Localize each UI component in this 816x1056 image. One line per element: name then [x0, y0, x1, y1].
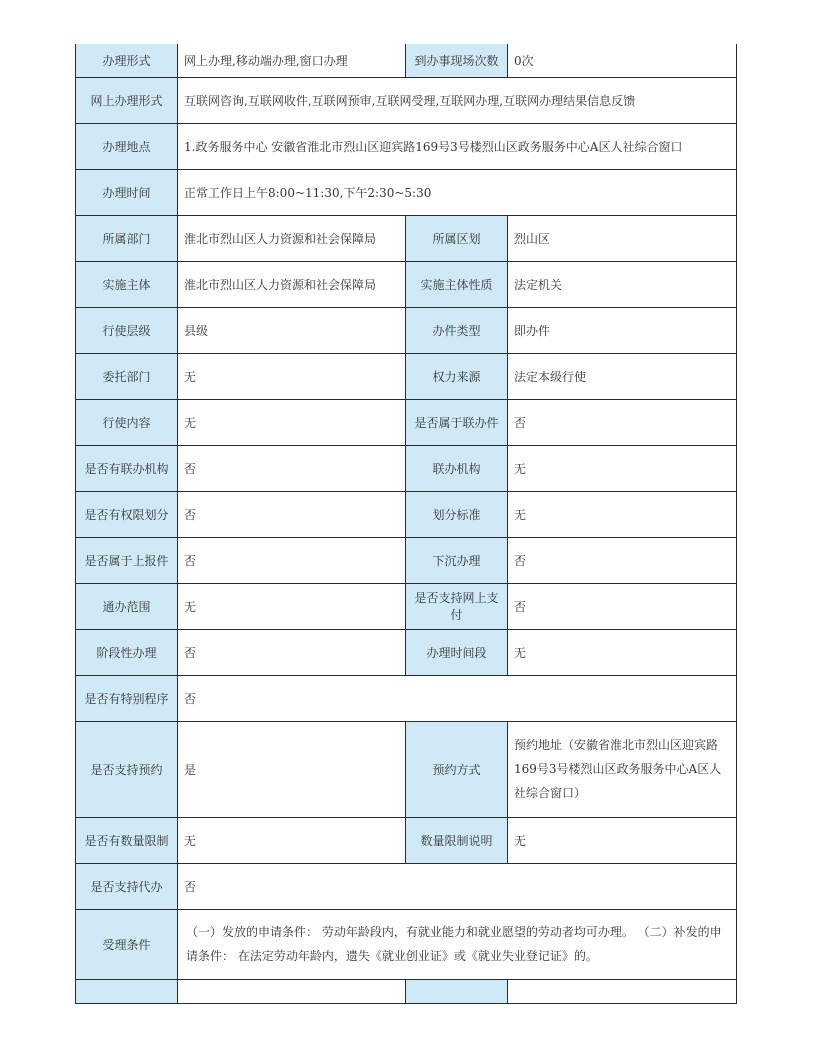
field-label-region: 所属区划: [406, 215, 508, 261]
field-label-entrusted-dept: 委托部门: [76, 353, 178, 399]
table-row: [76, 629, 737, 675]
field-value-exercise-content: 无: [178, 399, 406, 445]
field-label-has-joint-agency: 是否有联办机构: [76, 445, 178, 491]
field-label-delegated-handling: 下沉办理: [406, 537, 508, 583]
field-label-has-authority-division: 是否有权限划分: [76, 491, 178, 537]
field-value-online-payment: 否: [508, 583, 737, 629]
table-row: [76, 44, 737, 77]
field-value-implementer-nature: 法定机关: [508, 261, 737, 307]
table-row: [76, 537, 737, 583]
field-value-special-procedure: 否: [178, 675, 737, 721]
field-value-case-type: 即办件: [508, 307, 737, 353]
table-row: [76, 307, 737, 353]
field-label-cut-off: [76, 979, 178, 1003]
table-row: [76, 445, 737, 491]
field-value-handling-form: 网上办理,移动端办理,窗口办理: [178, 44, 406, 77]
table-row: [76, 491, 737, 537]
table-row: [76, 909, 737, 979]
table-row: [76, 215, 737, 261]
field-label-online-form: 网上办理形式: [76, 77, 178, 123]
table-row: [76, 675, 737, 721]
field-label-exercise-content: 行使内容: [76, 399, 178, 445]
service-info-table: [75, 44, 737, 1004]
field-value-has-joint-agency: 否: [178, 445, 406, 491]
field-label-joint-case: 是否属于联办件: [406, 399, 508, 445]
field-label-handling-form: 办理形式: [76, 44, 178, 77]
field-value-implementer: 淮北市烈山区人力资源和社会保障局: [178, 261, 406, 307]
field-value-service-scope: 无: [178, 583, 406, 629]
field-label-special-procedure: 是否有特别程序: [76, 675, 178, 721]
field-value-level: 县级: [178, 307, 406, 353]
field-label-quantity-limit: 是否有数量限制: [76, 817, 178, 863]
field-label-implementer: 实施主体: [76, 261, 178, 307]
field-value-power-source: 法定本级行使: [508, 353, 737, 399]
field-value-handling-period: 无: [508, 629, 737, 675]
field-label-handling-period: 办理时间段: [406, 629, 508, 675]
field-value-quantity-limit-note: 无: [508, 817, 737, 863]
field-value-online-form: 互联网咨询,互联网收件,互联网预审,互联网受理,互联网办理,互联网办理结果信息反馈: [178, 77, 737, 123]
field-label-level: 行使层级: [76, 307, 178, 353]
table-row: [76, 261, 737, 307]
table-row: [76, 583, 737, 629]
field-label-case-type: 办件类型: [406, 307, 508, 353]
field-value-has-authority-division: 否: [178, 491, 406, 537]
field-label-reservation-support: 是否支持预约: [76, 721, 178, 817]
field-label-agent-support: 是否支持代办: [76, 863, 178, 909]
field-value-department: 淮北市烈山区人力资源和社会保障局: [178, 215, 406, 261]
field-label-hours: 办理时间: [76, 169, 178, 215]
field-label-power-source: 权力来源: [406, 353, 508, 399]
field-label-quantity-limit-note: 数量限制说明: [406, 817, 508, 863]
field-value-location: 1.政务服务中心 安徽省淮北市烈山区迎宾路169号3号楼烈山区政务服务中心A区人社综合窗口: [178, 123, 737, 169]
table-row: [76, 817, 737, 863]
field-label-online-payment: 是否支持网上支付: [406, 583, 508, 629]
field-value-region: 烈山区: [508, 215, 737, 261]
field-value-hours: 正常工作日上午8:00~11:30,下午2:30~5:30: [178, 169, 737, 215]
field-value-acceptance-conditions: （一）发放的申请条件： 劳动年龄段内，有就业能力和就业愿望的劳动者均可办理。 （二）补发的申请条件： 在法定劳动年龄内，遗失《就业创业证》或《就业失业登记证》的。: [178, 909, 737, 979]
field-label-reservation-method: 预约方式: [406, 721, 508, 817]
table-row: [76, 353, 737, 399]
field-label-department: 所属部门: [76, 215, 178, 261]
field-label-reported-case: 是否属于上报件: [76, 537, 178, 583]
field-label-location: 办理地点: [76, 123, 178, 169]
table-row: [76, 169, 737, 215]
table-row: [76, 863, 737, 909]
table-row: [76, 979, 737, 1003]
field-value-staged-handling: 否: [178, 629, 406, 675]
field-label-service-scope: 通办范围: [76, 583, 178, 629]
field-value-joint-case: 否: [508, 399, 737, 445]
field-value-delegated-handling: 否: [508, 537, 737, 583]
field-value-entrusted-dept: 无: [178, 353, 406, 399]
table-row: [76, 123, 737, 169]
field-value-reported-case: 否: [178, 537, 406, 583]
field-label-division-standard: 划分标准: [406, 491, 508, 537]
field-value-quantity-limit: 无: [178, 817, 406, 863]
field-value-division-standard: 无: [508, 491, 737, 537]
field-value-reservation-support: 是: [178, 721, 406, 817]
field-label-cut-off-2: [406, 979, 508, 1003]
field-value-cut-off-2: [508, 979, 737, 1003]
field-label-joint-agency: 联办机构: [406, 445, 508, 491]
table-row: [76, 399, 737, 445]
field-label-acceptance-conditions: 受理条件: [76, 909, 178, 979]
field-value-cut-off: [178, 979, 406, 1003]
field-label-visit-count: 到办事现场次数: [406, 44, 508, 77]
field-value-reservation-method: 预约地址（安徽省淮北市烈山区迎宾路169号3号楼烈山区政务服务中心A区人社综合窗口）: [508, 721, 737, 817]
field-value-agent-support: 否: [178, 863, 737, 909]
service-info-sheet: [75, 44, 736, 1004]
table-row: [76, 721, 737, 817]
field-label-implementer-nature: 实施主体性质: [406, 261, 508, 307]
table-row: [76, 77, 737, 123]
field-value-joint-agency: 无: [508, 445, 737, 491]
field-value-visit-count: 0次: [508, 44, 737, 77]
field-label-staged-handling: 阶段性办理: [76, 629, 178, 675]
